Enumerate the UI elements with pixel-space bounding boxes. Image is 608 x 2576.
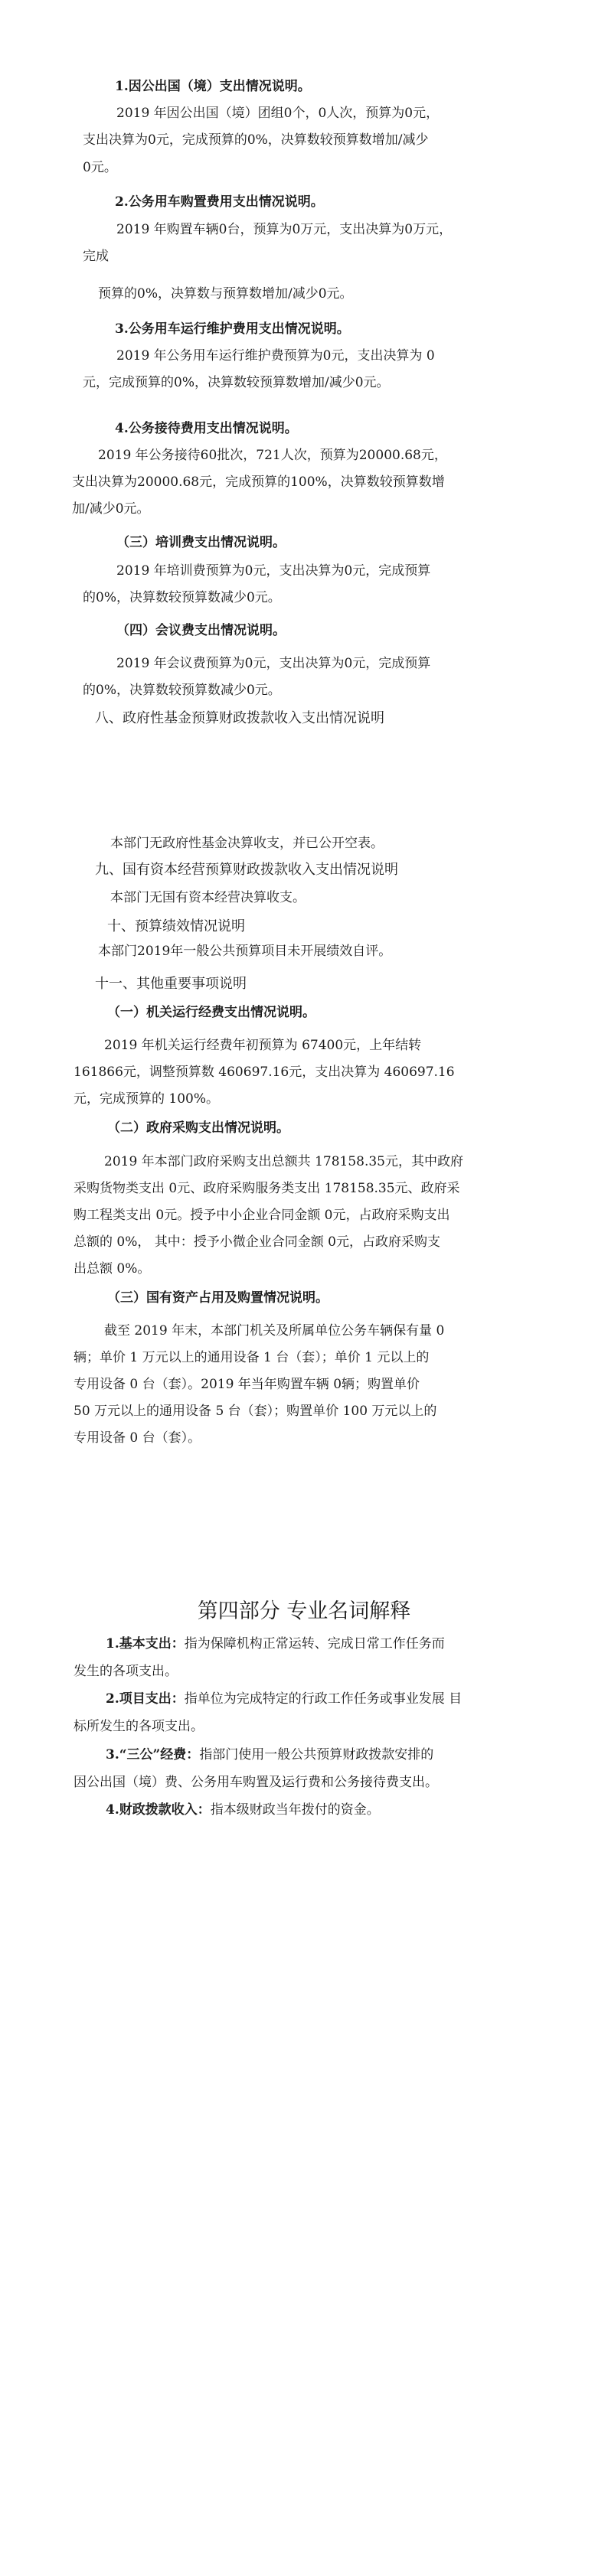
s11-c-heading: （三）国有资产占用及购置情况说明。 xyxy=(107,1290,329,1306)
s11-c-line-4: 50 万元以上的通用设备 5 台（套）；购置单价 100 万元以上的 xyxy=(74,1404,437,1419)
s11-b-line-3: 购工程类支出 0元。授予中小企业合同金额 0元，占政府采购支出 xyxy=(74,1208,450,1223)
s1-line-3: 0元。 xyxy=(83,160,117,175)
s11-b-heading: （二）政府采购支出情况说明。 xyxy=(107,1120,289,1136)
s4-heading: 4.公务接待费用支出情况说明。 xyxy=(115,421,298,436)
s11-b-line-5: 出总额 0%。 xyxy=(74,1261,151,1277)
s3-line-2: 元，完成预算的0%，决算数较预算数增加/减少0元。 xyxy=(83,375,390,390)
s1-line-1: 2019 年因公出国（境）团组0个，0人次，预算为0元， xyxy=(116,106,440,121)
s11-a-line-1: 2019 年机关运行经费年初预算为 67400元，上年结转 xyxy=(104,1038,422,1053)
s10-heading: 十、预算绩效情况说明 xyxy=(107,918,245,934)
term-1-name: 1.基本支出： xyxy=(106,1636,185,1652)
term-4-def: 指本级财政当年拨付的资金。 xyxy=(210,1802,380,1818)
s11-a-line-2: 161866元，调整预算数 460697.16元，支出决算为 460697.16 xyxy=(74,1065,455,1080)
meeting-line-2: 的0%，决算数较预算数减少0元。 xyxy=(83,683,281,698)
s11-b-line-4: 总额的 0%， 其中：授予小微企业合同金额 0元，占政府采购支 xyxy=(74,1234,440,1250)
s4-line-3: 加/减少0元。 xyxy=(72,501,150,517)
term-2 xyxy=(106,1690,462,1708)
s2-heading: 2.公务用车购置费用支出情况说明。 xyxy=(115,194,324,210)
s4-line-2: 支出决算为20000.68元，完成预算的100%，决算数较预算数增 xyxy=(72,474,445,490)
s10-line-1: 本部门2019年一般公共预算项目未开展绩效自评。 xyxy=(98,944,392,959)
s4-line-1: 2019 年公务接待60批次，721人次，预算为20000.68元， xyxy=(98,448,447,463)
s11-c-line-2: 辆；单价 1 万元以上的通用设备 1 台（套）；单价 1 元以上的 xyxy=(74,1350,430,1365)
s11-b-line-1: 2019 年本部门政府采购支出总额共 178158.35元，其中政府 xyxy=(104,1154,464,1169)
s2-line-1: 2019 年购置车辆0台，预算为0万元，支出决算为0万元， xyxy=(116,222,453,237)
term-3 xyxy=(106,1746,433,1764)
meeting-heading: （四）会议费支出情况说明。 xyxy=(116,623,286,638)
s3-line-1: 2019 年公务用车运行维护费预算为0元，支出决算为 0 xyxy=(116,348,435,364)
term-2-def-cont: 标所发生的各项支出。 xyxy=(74,1719,204,1734)
s8-heading: 八、政府性基金预算财政拨款收入支出情况说明 xyxy=(95,710,384,726)
s2-line-3: 预算的0%，决算数与预算数增加/减少0元。 xyxy=(98,286,353,302)
s11-heading: 十一、其他重要事项说明 xyxy=(95,976,247,992)
s1-heading: 1.因公出国（境）支出情况说明。 xyxy=(115,79,311,94)
term-3-name: 3.“三公”经费： xyxy=(106,1747,200,1762)
term-1-def-cont: 发生的各项支出。 xyxy=(74,1664,178,1679)
term-4 xyxy=(106,1801,380,1819)
s11-a-line-3: 元，完成预算的 100%。 xyxy=(74,1091,220,1107)
s1-line-2: 支出决算为0元，完成预算的0%，决算数较预算数增加/减少 xyxy=(83,132,429,148)
s2-line-2: 完成 xyxy=(83,249,109,264)
term-2-def: 指单位为完成特定的行政工作任务或事业发展 目 xyxy=(184,1691,463,1707)
training-line-1: 2019 年培训费预算为0元，支出决算为0元，完成预算 xyxy=(116,563,431,579)
meeting-line-1: 2019 年会议费预算为0元，支出决算为0元，完成预算 xyxy=(116,656,431,671)
training-heading: （三）培训费支出情况说明。 xyxy=(116,535,286,550)
term-4-name: 4.财政拨款收入： xyxy=(106,1802,211,1818)
term-2-name: 2.项目支出： xyxy=(106,1691,185,1707)
part4-title: 第四部分 专业名词解释 xyxy=(197,1599,411,1623)
s3-heading: 3.公务用车运行维护费用支出情况说明。 xyxy=(115,321,350,337)
s8-line-1: 本部门无政府性基金决算收支，并已公开空表。 xyxy=(110,836,384,851)
s11-c-line-1: 截至 2019 年末，本部门机关及所属单位公务车辆保有量 0 xyxy=(104,1323,445,1339)
s11-b-line-2: 采购货物类支出 0元、政府采购服务类支出 178158.35元、政府采 xyxy=(74,1181,460,1196)
term-1 xyxy=(106,1635,445,1653)
term-3-def: 指部门使用一般公共预算财政拨款安排的 xyxy=(199,1747,434,1762)
training-line-2: 的0%，决算数较预算数减少0元。 xyxy=(83,590,281,605)
term-3-def-cont: 因公出国（境）费、公务用车购置及运行费和公务接待费支出。 xyxy=(74,1775,438,1790)
s11-a-heading: （一）机关运行经费支出情况说明。 xyxy=(107,1005,315,1020)
s11-c-line-5: 专用设备 0 台（套）。 xyxy=(74,1430,201,1446)
s9-heading: 九、国有资本经营预算财政拨款收入支出情况说明 xyxy=(95,862,398,878)
s9-line-1: 本部门无国有资本经营决算收支。 xyxy=(110,890,306,905)
term-1-def: 指为保障机构正常运转、完成日常工作任务而 xyxy=(184,1636,445,1652)
s11-c-line-3: 专用设备 0 台（套）。2019 年当年购置车辆 0辆；购置单价 xyxy=(74,1377,420,1392)
